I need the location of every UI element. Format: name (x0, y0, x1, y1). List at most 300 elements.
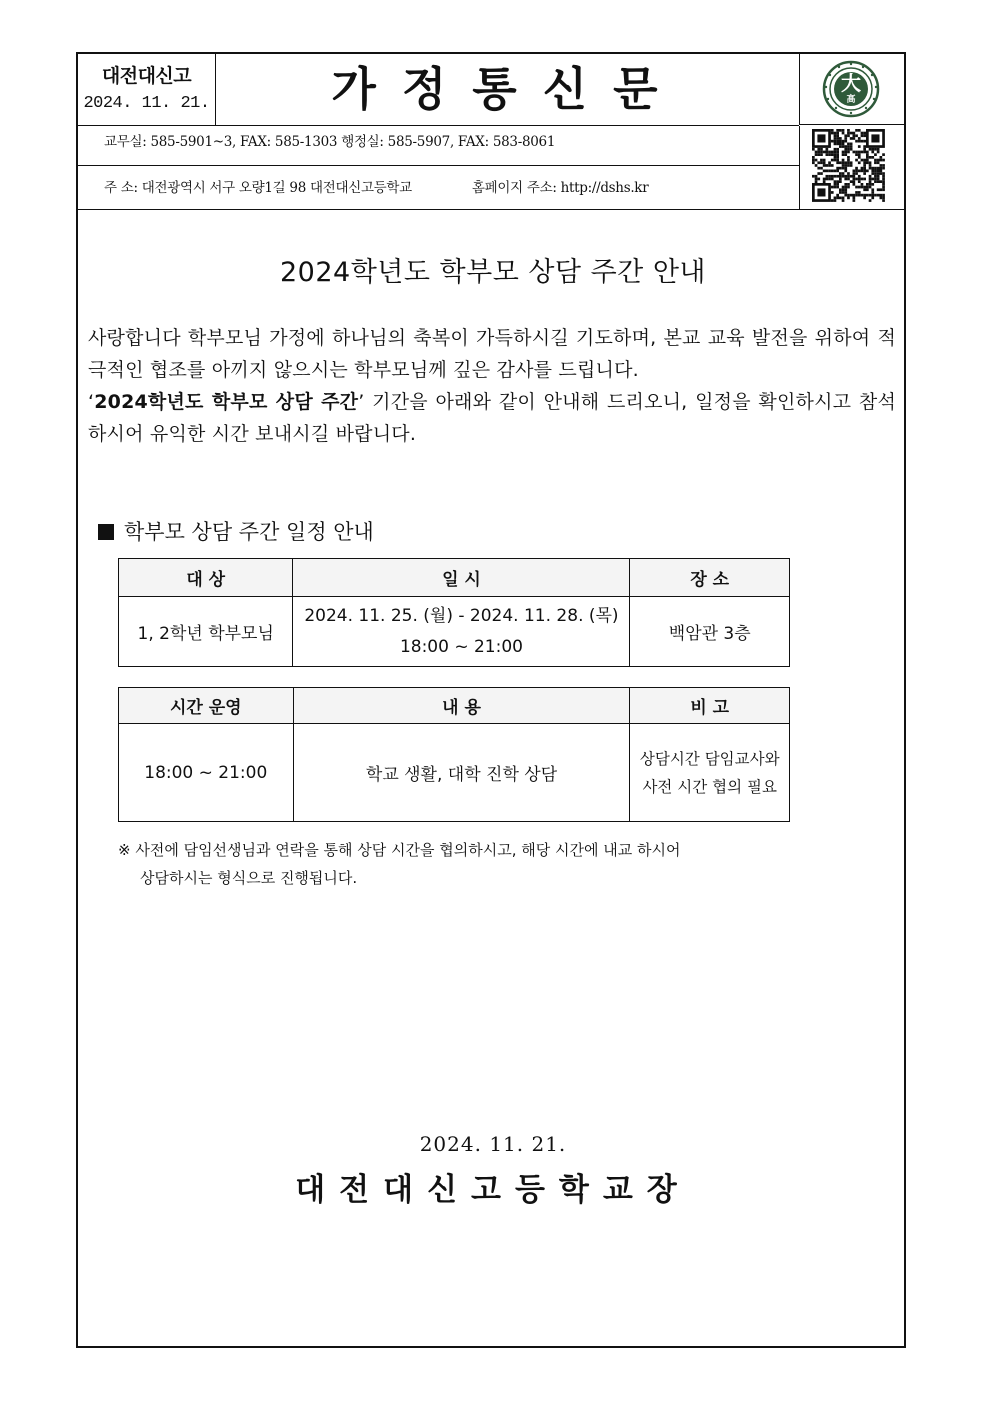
qr-module (874, 159, 877, 162)
qr-module (836, 183, 839, 186)
qr-module (844, 151, 847, 154)
qr-module (823, 178, 826, 181)
qr-module (815, 180, 818, 183)
qr-module (812, 156, 815, 159)
qr-module (866, 194, 869, 197)
qr-module (874, 172, 877, 175)
qr-module (863, 132, 866, 135)
qr-module (820, 148, 823, 151)
qr-module (858, 170, 861, 173)
qr-module (880, 164, 883, 167)
qr-module (839, 191, 842, 194)
qr-module (871, 156, 874, 159)
qr-module (828, 153, 831, 156)
qr-module (866, 156, 869, 159)
qr-module (850, 175, 853, 178)
qr-module (855, 167, 858, 170)
qr-module (842, 188, 845, 191)
qr-module (861, 194, 864, 197)
qr-module (863, 134, 866, 137)
qr-module (828, 170, 831, 173)
qr-module (812, 148, 815, 151)
qr-module (847, 132, 850, 135)
qr-module (863, 151, 866, 154)
logo-character: 大 (841, 71, 861, 95)
qr-module (842, 199, 845, 202)
greeting-paragraph: 사랑합니다 학부모님 가정에 하나님의 축복이 가득하시길 기도하며, 본교 교육 발전을 위하여 적극적인 협조를 아끼지 않으시는 학부모님께 깊은 감사를 드립니다. (88, 327, 896, 381)
address-line (78, 166, 799, 210)
qr-module (858, 194, 861, 197)
section-heading (98, 516, 374, 546)
qr-module (842, 140, 845, 143)
qr-module (869, 175, 872, 178)
principal-signature: 대전대신고등학교장 (295, 1172, 691, 1208)
qr-module (823, 164, 826, 167)
qr-module (871, 188, 874, 191)
qr-module (834, 143, 837, 146)
qr-module (828, 175, 831, 178)
qr-module (836, 132, 839, 135)
document-title: 2024학년도 학부모 상담 주간 안내 (279, 257, 707, 288)
qr-module (853, 134, 856, 137)
qr-module (847, 172, 850, 175)
qr-module (834, 197, 837, 200)
qr-module (836, 140, 839, 143)
qr-module (866, 186, 869, 189)
qr-module (847, 129, 850, 132)
qr-module (869, 183, 872, 186)
qr-module (839, 188, 842, 191)
qr-module (882, 197, 885, 200)
qr-module (855, 170, 858, 173)
qr-module (834, 137, 837, 140)
qr-module (863, 148, 866, 151)
qr-module (826, 153, 829, 156)
qr-finder (817, 188, 825, 196)
schedule-table (118, 558, 790, 667)
quote-open: ‘ (88, 391, 95, 413)
qr-module (855, 172, 858, 175)
homepage-link[interactable]: http://dshs.kr (560, 180, 649, 196)
qr-module (861, 134, 864, 137)
footnote-line-1: ※ 사전에 담임선생님과 연락을 통해 상담 시간을 협의하시고, 해당 시간에 내교 하시어 (118, 841, 681, 859)
qr-module (844, 175, 847, 178)
qr-module (820, 159, 823, 162)
qr-module (882, 188, 885, 191)
qr-module (863, 188, 866, 191)
qr-module (853, 194, 856, 197)
qr-module (855, 191, 858, 194)
qr-module (863, 186, 866, 189)
qr-module (831, 199, 834, 202)
qr-module (847, 156, 850, 159)
qr-module (844, 164, 847, 167)
qr-module (877, 175, 880, 178)
qr-module (866, 153, 869, 156)
qr-module (847, 186, 850, 189)
qr-module (815, 178, 818, 181)
qr-module (871, 172, 874, 175)
qr-module (869, 161, 872, 164)
qr-module (831, 170, 834, 173)
qr-module (815, 153, 818, 156)
qr-module (880, 156, 883, 159)
qr-module (828, 164, 831, 167)
qr-module (831, 159, 834, 162)
qr-module (817, 178, 820, 181)
qr-module (882, 172, 885, 175)
qr-module (831, 129, 834, 132)
qr-finder (871, 134, 879, 142)
qr-module (863, 167, 866, 170)
qr-module (839, 143, 842, 146)
qr-module (861, 178, 864, 181)
qr-module (815, 164, 818, 167)
qr-module (839, 175, 842, 178)
qr-module (863, 140, 866, 143)
qr-module (858, 151, 861, 154)
qr-module (831, 153, 834, 156)
qr-module (882, 167, 885, 170)
qr-module (863, 172, 866, 175)
cell-time: 18:00 ~ 21:00 (119, 724, 294, 822)
qr-module (871, 183, 874, 186)
qr-module (839, 178, 842, 181)
qr-module (839, 197, 842, 200)
qr-module (844, 178, 847, 181)
qr-module (871, 178, 874, 181)
qr-module (823, 180, 826, 183)
qr-module (858, 178, 861, 181)
qr-module (836, 143, 839, 146)
qr-module (847, 134, 850, 137)
table-row (119, 597, 790, 667)
qr-module (842, 186, 845, 189)
qr-module (842, 164, 845, 167)
footnote-line-2: 상담하시는 형식으로 진행됩니다. (140, 869, 358, 887)
header-target: 대 상 (119, 559, 293, 597)
qr-module (850, 145, 853, 148)
qr-module (858, 161, 861, 164)
qr-module (844, 137, 847, 140)
table-header-row (119, 559, 790, 597)
qr-module (842, 143, 845, 146)
qr-module (831, 140, 834, 143)
qr-module (863, 197, 866, 200)
qr-module (847, 148, 850, 151)
qr-module (826, 178, 829, 181)
qr-module (842, 145, 845, 148)
qr-module (858, 153, 861, 156)
qr-module (880, 167, 883, 170)
qr-module (869, 194, 872, 197)
qr-module (874, 148, 877, 151)
qr-module (847, 143, 850, 146)
qr-module (866, 151, 869, 154)
qr-module (858, 186, 861, 189)
qr-module (877, 180, 880, 183)
qr-module (831, 132, 834, 135)
school-short-name: 대전대신고 (101, 65, 192, 87)
school-date-box (78, 54, 216, 126)
qr-module (836, 148, 839, 151)
cell-target: 1, 2학년 학부모님 (119, 597, 293, 667)
qr-module (874, 194, 877, 197)
qr-module (850, 180, 853, 183)
qr-module (871, 194, 874, 197)
qr-module (858, 140, 861, 143)
qr-module (834, 175, 837, 178)
qr-module (847, 178, 850, 181)
header-divider (78, 209, 904, 210)
table-row (119, 724, 790, 822)
qr-module (826, 170, 829, 173)
qr-module (836, 153, 839, 156)
qr-module (877, 172, 880, 175)
school-logo-box (799, 54, 904, 125)
qr-module (877, 170, 880, 173)
qr-module (842, 175, 845, 178)
qr-module (836, 170, 839, 173)
qr-module (820, 161, 823, 164)
qr-module (858, 191, 861, 194)
qr-module (820, 151, 823, 154)
qr-module (853, 197, 856, 200)
qr-module (880, 159, 883, 162)
qr-module (850, 148, 853, 151)
qr-module (836, 197, 839, 200)
qr-module (871, 191, 874, 194)
qr-module (866, 159, 869, 162)
qr-module (834, 148, 837, 151)
qr-module (861, 170, 864, 173)
qr-module (844, 153, 847, 156)
qr-module (847, 145, 850, 148)
qr-module (823, 170, 826, 173)
qr-module (850, 194, 853, 197)
qr-module (836, 186, 839, 189)
qr-module (850, 132, 853, 135)
qr-module (834, 170, 837, 173)
qr-module (842, 167, 845, 170)
qr-module (817, 148, 820, 151)
qr-module (847, 175, 850, 178)
qr-module (861, 186, 864, 189)
cell-content: 학교 생활, 대학 진학 상담 (293, 724, 630, 822)
qr-module (823, 159, 826, 162)
qr-module (853, 170, 856, 173)
qr-module (844, 145, 847, 148)
logo-sub-character: 高 (846, 95, 856, 105)
qr-module (839, 172, 842, 175)
qr-module (882, 153, 885, 156)
qr-module (834, 186, 837, 189)
square-bullet-icon (98, 524, 114, 540)
qr-code-box (799, 126, 904, 210)
qr-module (855, 153, 858, 156)
qr-module (839, 140, 842, 143)
qr-module (871, 167, 874, 170)
qr-module (863, 194, 866, 197)
qr-module (844, 161, 847, 164)
qr-module (831, 175, 834, 178)
qr-module (826, 151, 829, 154)
qr-module (844, 148, 847, 151)
qr-module (882, 180, 885, 183)
qr-module (836, 137, 839, 140)
qr-module (844, 186, 847, 189)
header-content: 내 용 (293, 688, 630, 724)
section-heading-text: 학부모 상담 주간 일정 안내 (124, 520, 374, 544)
qr-module (850, 137, 853, 140)
qr-module (853, 132, 856, 135)
qr-module (869, 199, 872, 202)
qr-module (834, 180, 837, 183)
qr-module (847, 197, 850, 200)
time-range: 18:00 ~ 21:00 (399, 636, 523, 657)
header-date: 2024. 11. 21. (83, 94, 210, 113)
qr-module (812, 175, 815, 178)
qr-module (828, 151, 831, 154)
qr-module (836, 134, 839, 137)
cell-datetime (293, 597, 630, 667)
qr-module (847, 183, 850, 186)
qr-module (863, 178, 866, 181)
header-place: 장 소 (630, 559, 790, 597)
qr-module (869, 180, 872, 183)
qr-module (831, 186, 834, 189)
qr-module (853, 178, 856, 181)
table-header-row (119, 688, 790, 724)
qr-module (882, 178, 885, 181)
qr-module (842, 132, 845, 135)
qr-module (877, 188, 880, 191)
qr-module (858, 175, 861, 178)
qr-module (853, 199, 856, 202)
qr-module (844, 167, 847, 170)
qr-module (877, 151, 880, 154)
newsletter-title: 가정통신문 (216, 54, 799, 126)
qr-module (842, 172, 845, 175)
qr-module (831, 178, 834, 181)
issue-date: 2024. 11. 21. (419, 1132, 567, 1156)
qr-module (855, 129, 858, 132)
qr-module (836, 180, 839, 183)
qr-module (882, 194, 885, 197)
qr-module (834, 199, 837, 202)
qr-module (842, 197, 845, 200)
qr-module (844, 191, 847, 194)
qr-module (823, 151, 826, 154)
qr-module (817, 153, 820, 156)
address-label: 주 소: (104, 180, 138, 196)
qr-module (853, 137, 856, 140)
qr-module (847, 151, 850, 154)
qr-module (866, 183, 869, 186)
qr-module (844, 183, 847, 186)
notice-paragraph-rest: ’ 기간을 아래와 같이 안내해 드리오니, 일정을 확인하시고 참석하시어 유익한 시간 보내시길 바랍니다. (88, 391, 896, 445)
qr-module (880, 180, 883, 183)
qr-module (869, 156, 872, 159)
qr-module (861, 183, 864, 186)
contact-line: 교무실: 585-5901~3, FAX: 585-1303 행정실: 585-5907, FAX: 583-8061 (78, 126, 799, 166)
qr-module (844, 134, 847, 137)
qr-module (874, 180, 877, 183)
qr-module (855, 186, 858, 189)
qr-module (855, 194, 858, 197)
qr-module (815, 175, 818, 178)
qr-module (861, 167, 864, 170)
qr-module (839, 161, 842, 164)
qr-module (850, 164, 853, 167)
qr-module (855, 140, 858, 143)
qr-module (855, 151, 858, 154)
qr-module (874, 170, 877, 173)
qr-module (834, 153, 837, 156)
qr-module (863, 170, 866, 173)
qr-module (858, 180, 861, 183)
qr-module (869, 178, 872, 181)
qr-module (871, 148, 874, 151)
qr-module (836, 151, 839, 154)
qr-module (844, 140, 847, 143)
qr-code-icon[interactable] (800, 126, 903, 208)
qr-module (815, 159, 818, 162)
header-datetime: 일 시 (293, 559, 630, 597)
qr-module (815, 151, 818, 154)
qr-module (839, 167, 842, 170)
qr-module (863, 164, 866, 167)
qr-module (858, 137, 861, 140)
school-emblem-icon (800, 54, 903, 123)
qr-module (850, 161, 853, 164)
qr-module (858, 156, 861, 159)
qr-module (855, 134, 858, 137)
qr-module (869, 167, 872, 170)
qr-module (842, 159, 845, 162)
qr-module (858, 145, 861, 148)
qr-module (831, 164, 834, 167)
qr-module (853, 151, 856, 154)
qr-module (874, 175, 877, 178)
datetime-range: 2024. 11. 25. (월) - 2024. 11. 28. (목) (304, 605, 619, 626)
operation-table (118, 687, 790, 822)
qr-module (836, 129, 839, 132)
highlighted-event-name: 2024학년도 학부모 상담 주간 (94, 391, 359, 413)
qr-module (877, 194, 880, 197)
cell-remark (630, 724, 790, 822)
qr-module (817, 172, 820, 175)
qr-module (842, 191, 845, 194)
qr-module (861, 140, 864, 143)
qr-module (836, 167, 839, 170)
qr-module (858, 129, 861, 132)
qr-module (836, 156, 839, 159)
qr-module (855, 159, 858, 162)
qr-module (836, 161, 839, 164)
qr-module (853, 175, 856, 178)
qr-module (817, 151, 820, 154)
qr-module (844, 170, 847, 173)
qr-module (842, 129, 845, 132)
header-remark: 비 고 (630, 688, 790, 724)
qr-module (853, 172, 856, 175)
remark-line-2: 사전 시간 협의 필요 (642, 777, 778, 796)
qr-module (880, 188, 883, 191)
qr-module (869, 164, 872, 167)
qr-module (826, 175, 829, 178)
cell-place: 백암관 3층 (630, 597, 790, 667)
